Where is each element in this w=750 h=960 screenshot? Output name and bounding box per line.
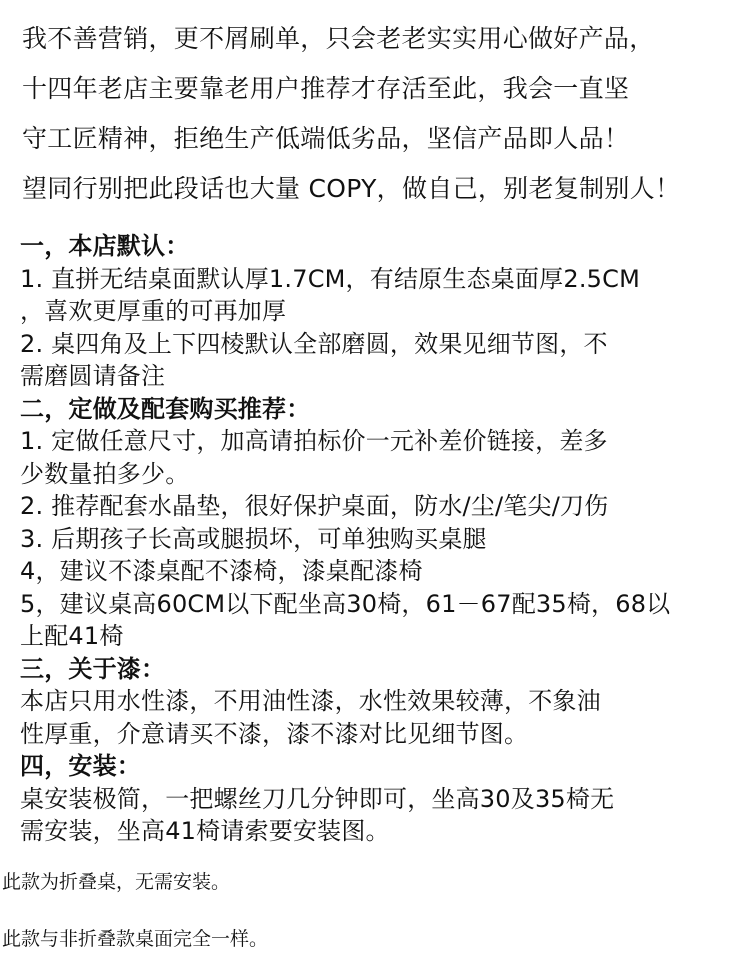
footer-line: 此款与非折叠款桌面完全一样。 (2, 928, 269, 950)
note-line: 5，建议桌高60CM以下配坐高30椅，61－67配35椅，68以 (20, 589, 671, 618)
intro-line: 我不善营销，更不屑刷单，只会老老实实用心做好产品， (22, 24, 655, 53)
note-line: 上配41椅 (20, 622, 124, 650)
note-line: 桌安装极简，一把螺丝刀几分钟即可，坐高30及35椅无 (20, 784, 615, 813)
store-notes (20, 230, 742, 848)
intro-statement (22, 0, 742, 214)
note-line: 性厚重，介意请买不漆，漆不漆对比见细节图。 (20, 719, 529, 748)
note-line: 1. 直拼无结桌面默认厚1.7CM，有结原生态桌面厚2.5CM (20, 264, 640, 293)
note-line: 2. 推荐配套水晶垫，很好保护桌面，防水/尘/笔尖/刀伤 (20, 492, 609, 520)
intro-line: 守工匠精神，拒绝生产低端低劣品，坚信产品即人品！ (22, 124, 630, 153)
note-line: 2. 桌四角及上下四棱默认全部磨圆，效果见细节图，不 (20, 329, 608, 358)
note-line: 1. 定做任意尺寸，加高请拍标价一元补差价链接，差多 (20, 427, 608, 455)
section-heading-defaults: 一，本店默认： (20, 232, 190, 260)
note-line: 本店只用水性漆，不用油性漆，水性效果较薄，不象油 (20, 687, 601, 715)
footer-line: 此款为折叠桌，无需安装。 (2, 871, 231, 893)
note-line: 需安装，坐高41椅请索要安装图。 (20, 817, 390, 845)
note-line: 少数量拍多少。 (20, 459, 190, 488)
footer-notes (2, 870, 742, 951)
note-line: ，喜欢更厚重的可再加厚 (20, 297, 287, 325)
intro-line: 望同行别把此段话也大量 COPY，做自己，别老复制别人！ (22, 174, 681, 203)
section-heading-paint: 三，关于漆： (20, 654, 166, 683)
note-line: 需磨圆请备注 (20, 362, 166, 390)
note-line: 4，建议不漆桌配不漆椅，漆桌配漆椅 (20, 557, 423, 585)
section-heading-installation: 四，安装： (20, 752, 141, 780)
section-heading-custom-orders: 二，定做及配套购买推荐： (20, 394, 311, 423)
note-line: 3. 后期孩子长高或腿损坏，可单独购买桌腿 (20, 524, 487, 553)
intro-line: 十四年老店主要靠老用户推荐才存活至此，我会一直坚 (22, 74, 630, 103)
